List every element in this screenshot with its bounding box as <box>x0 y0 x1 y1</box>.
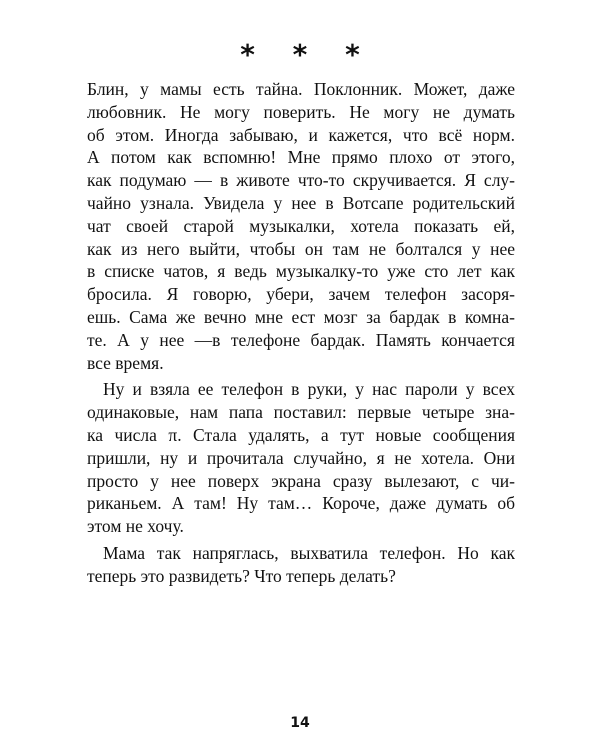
text-line: любовник. Не могу поверить. Не могу не думать <box>87 101 515 122</box>
text-line: Ну и взяла ее телефон в руки, у нас пароли у всех <box>103 379 515 400</box>
text-line: ешь. Сама же вечно мне ест мозг за бардак в комна- <box>87 306 515 327</box>
text-line: пришли, ну и прочитала случайно, я не хотела. Они <box>87 447 515 468</box>
text-line: этом не хочу. <box>87 516 184 537</box>
text-line: как подумаю — в животе что-то скручивается. Я слу- <box>87 170 515 191</box>
text-line: одинаковые, нам папа поставил: первые четыре зна- <box>87 402 515 423</box>
text-line: А потом как вспомню! Мне прямо плохо от этого, <box>87 147 515 168</box>
text-line: Блин, у мамы есть тайна. Поклонник. Может, даже <box>87 79 515 99</box>
text-line: все время. <box>87 352 164 373</box>
text-line: теперь это развидеть? Что теперь делать? <box>87 565 396 586</box>
body-text <box>87 78 515 588</box>
text-line: об этом. Иногда забываю, и кажется, что всё норм. <box>87 124 515 145</box>
page-number: 14 <box>290 715 310 731</box>
text-line: те. А у нее —в телефоне бардак. Память кончается <box>87 329 515 350</box>
text-line: Мама так напряглась, выхватила телефон. Но как <box>103 542 515 563</box>
text-line: чат своей старой музыкалки, хотела показать ей, <box>87 215 515 236</box>
text-line: ка числа π. Стала удалять, а тут новые сообщения <box>87 424 515 445</box>
text-line: риканьем. А там! Ну там… Короче, даже думать об <box>87 493 515 514</box>
text-line: бросила. Я говорю, убери, зачем телефон засоря- <box>87 284 515 305</box>
paragraph <box>87 378 515 538</box>
paragraph <box>87 542 515 588</box>
text-line: как из него выйти, чтобы он там не болтался у нее <box>87 238 515 259</box>
paragraph <box>87 78 515 374</box>
section-separator: * * * <box>240 38 374 71</box>
text-line: в списке чатов, я ведь музыкалку-то уже сто лет как <box>87 261 515 282</box>
text-line: чайно узнала. Увидела у нее в Вотсапе родительский <box>87 192 515 213</box>
text-line: просто у нее поверх экрана сразу вылезают, с чи- <box>87 470 515 491</box>
